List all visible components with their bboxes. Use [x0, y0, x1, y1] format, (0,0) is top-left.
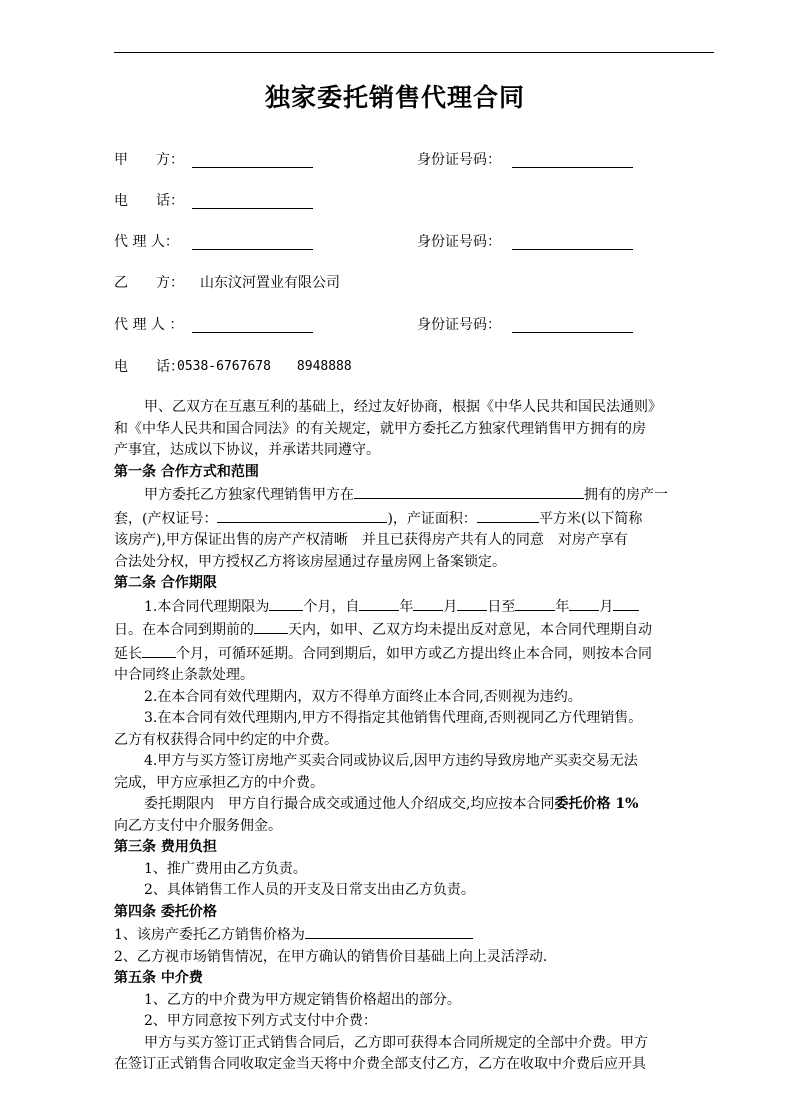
area-blank[interactable] — [477, 507, 539, 523]
start-day-blank[interactable] — [457, 595, 487, 611]
article-3-title: 第三条 费用负担 — [114, 839, 217, 855]
article-2-line-8: 4.甲方与买方签订房地产买卖合同或协议后,因甲方违约导致房地产买卖交易无法 — [144, 753, 638, 769]
agent-b-row — [114, 315, 714, 335]
phone-b-value: 0538-6767678 8948888 — [177, 359, 352, 374]
party-a-row — [114, 150, 714, 170]
contract-body — [114, 397, 714, 1076]
intro-line-3: 产事宜，达成以下协议，并承诺共同遵守。 — [114, 442, 380, 458]
party-a-id-blank[interactable] — [512, 167, 633, 168]
start-month-blank[interactable] — [413, 595, 443, 611]
article-2-line-6: 3.在本合同有效代理期内,甲方不得指定其他销售代理商,否则视同乙方代理销售。 — [144, 710, 643, 726]
title-cert-blank[interactable] — [217, 507, 387, 523]
article-3-line-2: 2、具体销售工作人员的开支及日常支出由乙方负责。 — [144, 882, 475, 898]
end-month-blank[interactable] — [569, 595, 599, 611]
agent-b-id-blank[interactable] — [512, 332, 633, 333]
phone-a-row — [114, 191, 714, 211]
article-5-line-3: 甲方与买方签订正式销售合同后，乙方即可获得本合同所规定的全部中介费。甲方 — [144, 1034, 648, 1051]
agent-b-blank[interactable] — [192, 332, 313, 333]
article-1-line-2: 套，(产权证号： )，产证面积： 平方米(以下简称 — [114, 507, 714, 531]
header-rule — [114, 52, 714, 53]
article-1-line-4: 合法处分权，甲方授权乙方将该房屋通过存量房网上备案锁定。 — [114, 553, 506, 570]
extend-months-blank[interactable] — [142, 642, 176, 658]
article-2-title: 第二条 合作期限 — [114, 575, 217, 591]
article-5-line-2: 2、甲方同意按下列方式支付中介费： — [144, 1013, 377, 1029]
article-1-line-3: 该房产),甲方保证出售的房产产权清晰 并且已获得房产共有人的同意 对房产享有 — [114, 532, 628, 548]
party-b-label: 乙 方： — [114, 275, 184, 291]
article-2-line-3: 延长 个月，可循环延期。合同到期后，如甲方或乙方提出终止本合同，则按本合同 — [114, 642, 714, 666]
days-blank[interactable] — [254, 618, 288, 634]
article-1-line-1: 甲方委托乙方独家代理销售甲方在 拥有的房产一 — [114, 483, 714, 507]
party-b-row — [114, 273, 714, 293]
phone-a-label: 电 话： — [114, 193, 184, 209]
agent-a-blank[interactable] — [192, 249, 313, 250]
party-a-blank[interactable] — [192, 167, 313, 168]
article-3-line-1: 1、推广费用由乙方负责。 — [144, 860, 307, 877]
article-2-line-1: 1.本合同代理期限为 个月，自 年 月 日至 年 月 — [114, 595, 714, 619]
article-2-line-10: 委托期限内 甲方自行撮合成交或通过他人介绍成交,均应按本合同委托价格 1% — [144, 796, 639, 812]
agent-a-id-label: 身份证号码： — [417, 234, 501, 250]
phone-a-blank[interactable] — [192, 208, 313, 209]
article-5-title: 第五条 中介费 — [114, 970, 203, 986]
article-2-line-7: 乙方有权获得合同中约定的中介费。 — [114, 731, 338, 748]
months-blank[interactable] — [269, 595, 303, 611]
start-year-blank[interactable] — [359, 595, 399, 611]
end-year-blank[interactable] — [515, 595, 555, 611]
intro-line-1: 甲、乙双方在互惠互利的基础上，经过友好协商，根据《中华人民共和国民法通则》 — [144, 399, 662, 415]
article-2-line-5: 2.在本合同有效代理期内，双方不得单方面终止本合同,否则视为违约。 — [144, 688, 582, 705]
commission-rate: 委托价格 1% — [554, 796, 639, 812]
party-b-value: 山东汶河置业有限公司 — [200, 275, 340, 291]
phone-b-row — [114, 357, 714, 377]
agent-a-row — [114, 232, 714, 252]
article-4-title: 第四条 委托价格 — [114, 903, 217, 920]
article-5-line-1: 1、乙方的中介费为甲方规定销售价格超出的部分。 — [144, 991, 461, 1008]
document-title: 独家委托销售代理合同 — [264, 83, 525, 112]
article-4-line-1: 1、该房产委托乙方销售价格为 — [114, 923, 714, 947]
article-4-line-2: 2、乙方视市场销售情况，在甲方确认的销售价目基础上向上灵活浮动. — [114, 948, 548, 965]
location-blank[interactable] — [354, 483, 584, 499]
phone-b-label: 电 话： — [114, 359, 184, 375]
end-day-blank[interactable] — [613, 595, 639, 611]
price-blank[interactable] — [305, 923, 473, 939]
article-5-line-4: 在签订正式销售合同收取定金当天将中介费全部支付乙方，乙方在收取中介费后应开具 — [114, 1056, 646, 1072]
article-2-line-11: 向乙方支付中介服务佣金。 — [114, 817, 282, 834]
party-a-id-label: 身份证号码： — [417, 152, 501, 168]
article-1-title: 第一条 合作方式和范围 — [114, 463, 259, 480]
intro-line-2: 和《中华人民共和国合同法》的有关规定，就甲方委托乙方独家代理销售甲方拥有的房 — [114, 420, 646, 437]
agent-b-id-label: 身份证号码： — [417, 317, 501, 333]
agent-b-label: 代 理 人 ： — [114, 317, 184, 333]
article-2-line-9: 完成，甲方应承担乙方的中介费。 — [114, 774, 324, 791]
party-a-label: 甲 方： — [114, 152, 184, 168]
agent-a-id-blank[interactable] — [512, 249, 633, 250]
article-2-line-4: 中合同终止条款处理。 — [114, 667, 254, 683]
article-2-line-2: 日。在本合同到期前的 天内，如甲、乙双方均未提出反对意见，本合同代理期自动 — [114, 618, 714, 642]
agent-a-label: 代 理 人： — [114, 234, 179, 250]
